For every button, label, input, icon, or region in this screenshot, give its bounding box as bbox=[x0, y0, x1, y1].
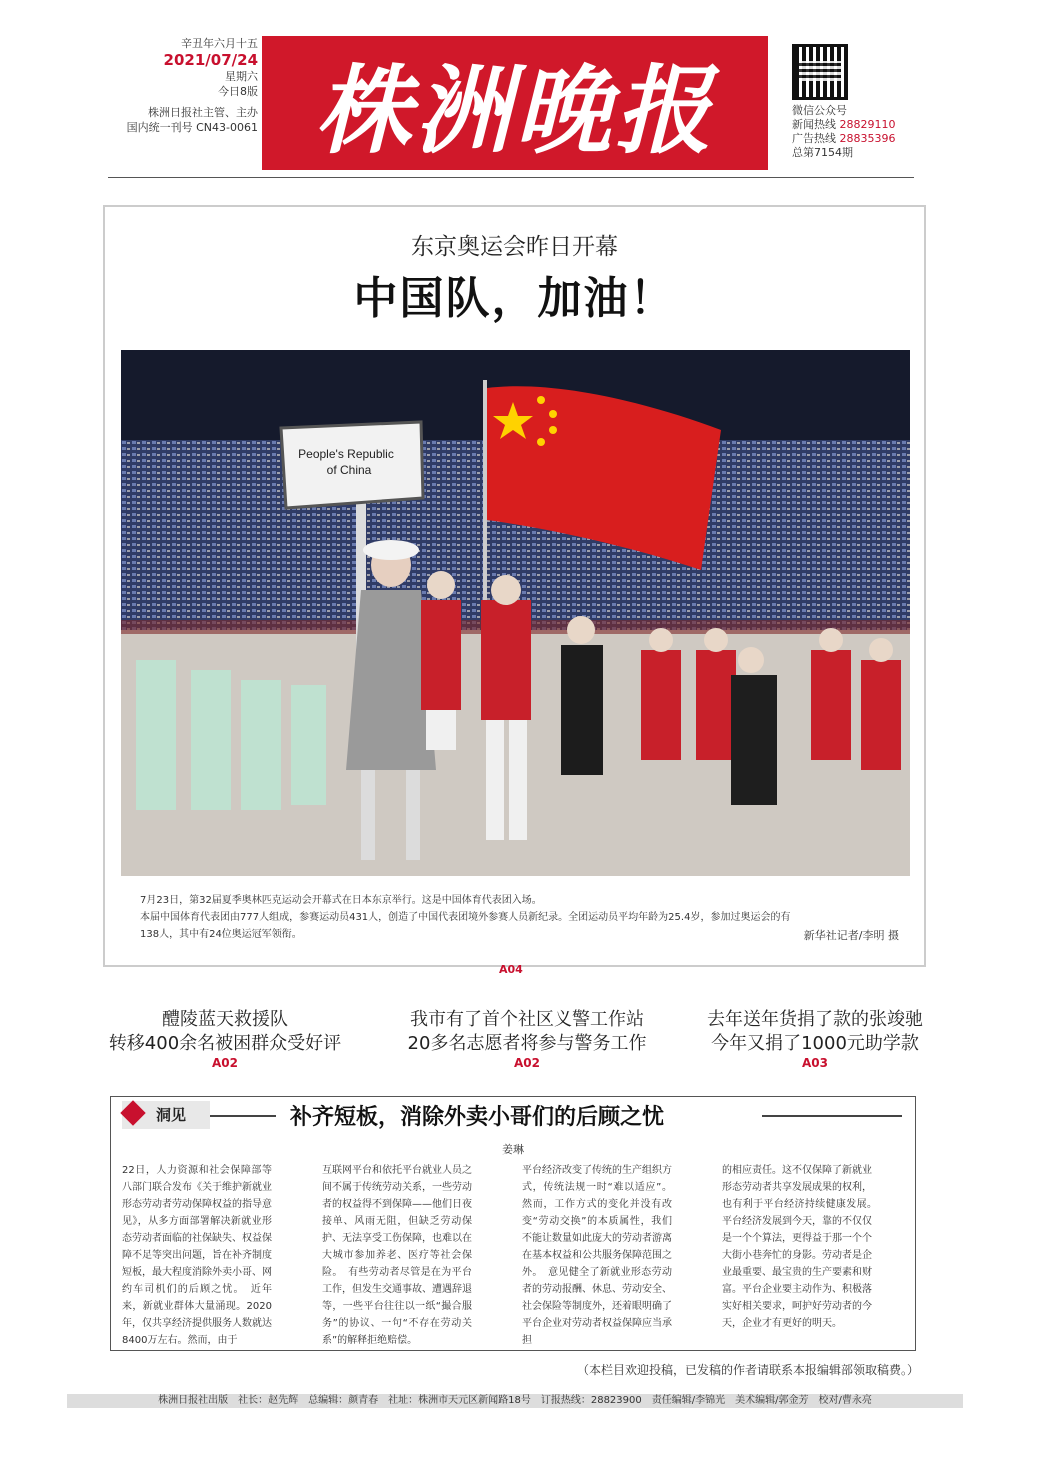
teaser-2[interactable] bbox=[382, 1008, 672, 1070]
teaser-line2: 转移400余名被困群众受好评 bbox=[108, 1033, 342, 1054]
opinion-column-1: 22日，人力资源和社会保障部等八部门联合发布《关于维护新就业形态劳动者劳动保障权益的指导意见》，从多方面部署解决新就业形态劳动者面临的社保缺失、权益保障不足等突出问题，旨在补齐制度短板，最大程度消除外卖小哥、网约车司机们的后顾之忧。 近年来，新就业群体大量涌现。2020年，仅共享经济提供服务人数就达8400万左右。然而，由于 bbox=[122, 1165, 272, 1346]
lead-page-ref[interactable]: A04 bbox=[499, 963, 523, 976]
opinion-tag: 洞见 bbox=[156, 1106, 187, 1124]
teaser-line1: 我市有了首个社区义警工作站 bbox=[410, 1009, 644, 1030]
cn-number: 国内统一刊号 CN43-0061 bbox=[126, 121, 258, 134]
opinion-rule-right bbox=[762, 1115, 902, 1117]
teaser-page-ref[interactable]: A02 bbox=[514, 1056, 540, 1070]
sign-text-line2: of China bbox=[326, 463, 372, 477]
caption-line-3: 138人，其中有24位奥运冠军领衔。 bbox=[140, 929, 302, 940]
sign-text-line1: People's Republic bbox=[298, 447, 394, 461]
teaser-line1: 去年送年货捐了款的张竣驰 bbox=[707, 1009, 923, 1030]
lead-kicker: 东京奥运会昨日开幕 bbox=[411, 234, 618, 260]
teaser-1[interactable] bbox=[80, 1008, 370, 1070]
weekday: 星期六 bbox=[225, 70, 258, 83]
teaser-line2: 今年又捐了1000元助学款 bbox=[711, 1033, 919, 1054]
issue-number: 总第7154期 bbox=[792, 146, 853, 159]
teaser-line2: 20多名志愿者将参与警务工作 bbox=[407, 1033, 647, 1054]
opinion-column-2: 互联网平台和依托平台就业人员之间不属于传统劳动关系，一些劳动者的权益得不到保障——他们日夜接单、风雨无阻，但缺乏劳动保护、无法享受工伤保障，也难以在大城市参加养老、医疗等社会保险。 有些劳动者尽管是在为平台工作，但发生交通事故、遭遇辞退等，一些平台往往以一纸“撮合服务”的协议、一句“不存在劳动关系”的解释拒绝赔偿。 bbox=[322, 1165, 472, 1346]
newspaper-logo bbox=[262, 36, 768, 170]
page-count: 今日8版 bbox=[218, 85, 258, 98]
opinion-headline: 补齐短板，消除外卖小哥们的后顾之忧 bbox=[290, 1105, 665, 1130]
teaser-page-ref[interactable]: A03 bbox=[802, 1056, 828, 1070]
opinion-author: 姜琳 bbox=[502, 1143, 524, 1156]
newspaper-title: 株洲晚报 bbox=[315, 53, 715, 167]
lead-headline: 中国队，加油！ bbox=[353, 273, 676, 324]
olympic-parade-illustration bbox=[121, 350, 910, 876]
photo-credit: 新华社记者/李明 摄 bbox=[803, 929, 899, 942]
publication-date: 2021/07/24 bbox=[163, 51, 258, 69]
opinion-column-4: 的相应责任。这不仅保障了新就业形态劳动者共享发展成果的权利，也有利于平台经济持续健康发展。 平台经济发展到今天，靠的不仅仅是一个个算法，更得益于那一个个大街小巷奔忙的身影。劳动者是企业最重要、最宝贵的生产要素和财富。平台企业要主动作为、积极落实好相关要求，呵护好劳动者的今天，企业才有更好的明天。 bbox=[722, 1165, 882, 1329]
qr-code-icon bbox=[792, 44, 848, 100]
submission-note: （本栏目欢迎投稿，已发稿的作者请联系本报编辑部领取稿费。） bbox=[576, 1363, 919, 1377]
masthead-date-block bbox=[108, 36, 258, 135]
lunar-date: 辛丑年六月十五 bbox=[181, 37, 258, 50]
ad-hotline-row: 广告热线 28835396 bbox=[792, 132, 896, 145]
masthead-rule bbox=[108, 177, 914, 178]
masthead-contact-block bbox=[792, 44, 932, 160]
footer-imprint: 株洲日报社出版 社长：赵先辉 总编辑：颜青春 社址：株洲市天元区新闻路18号 订报热线：28823900 责任编辑/李锦光 美术编辑/郭金芳 校对/曹永亮 bbox=[67, 1394, 963, 1408]
news-hotline: 28829110 bbox=[839, 118, 896, 131]
news-hotline-row: 新闻热线 28829110 bbox=[792, 118, 896, 131]
opinion-rule-left bbox=[210, 1115, 276, 1117]
ad-hotline: 28835396 bbox=[839, 132, 896, 145]
teaser-3[interactable] bbox=[670, 1008, 960, 1070]
photo-caption bbox=[140, 892, 910, 943]
teaser-page-ref[interactable]: A02 bbox=[212, 1056, 238, 1070]
lead-photo bbox=[121, 350, 910, 876]
teaser-line1: 醴陵蓝天救援队 bbox=[162, 1009, 288, 1030]
sponsor: 株洲日报社主管、主办 bbox=[148, 106, 258, 119]
caption-line-2: 本届中国体育代表团由777人组成，参赛运动员431人，创造了中国代表团境外参赛人员新纪录。全团运动员平均年龄为25.4岁，参加过奥运会的有 bbox=[140, 912, 791, 923]
opinion-column-3: 平台经济改变了传统的生产组织方式，传统法规一时“难以适应”。然而，工作方式的变化并没有改变“劳动交换”的本质属性，我们不能让数量如此庞大的劳动者游离在基本权益和公共服务保障范围之外。 意见健全了新就业形态劳动者的劳动报酬、休息、劳动安全、社会保险等制度外，还着眼明确了平台企业对劳动者权益保障应当承担 bbox=[522, 1165, 672, 1346]
caption-line-1: 7月23日，第32届夏季奥林匹克运动会开幕式在日本东京举行。这是中国体育代表团入场。 bbox=[140, 895, 542, 906]
wechat-label: 微信公众号 bbox=[792, 104, 847, 117]
